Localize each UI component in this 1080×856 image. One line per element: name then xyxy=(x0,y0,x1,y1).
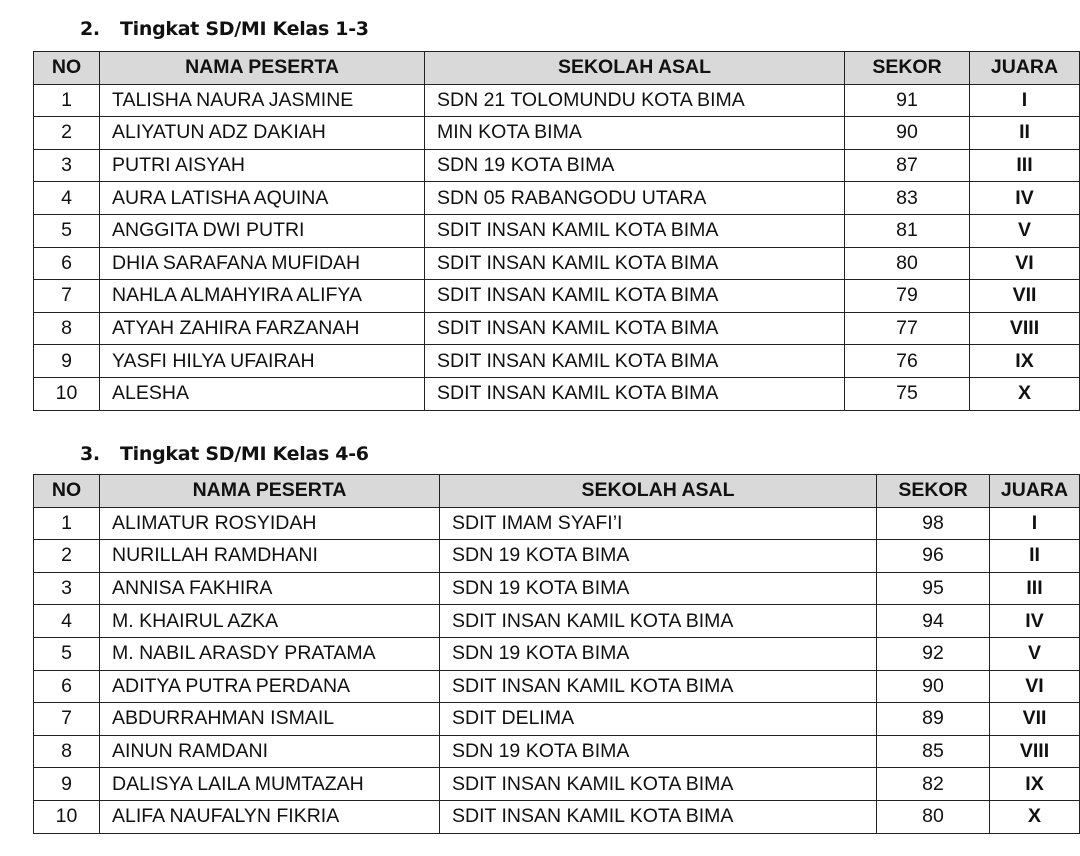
cell-score: 75 xyxy=(845,377,970,410)
cell-name: NAHLA ALMAHYIRA ALIFYA xyxy=(100,280,425,313)
cell-school: SDIT INSAN KAMIL KOTA BIMA xyxy=(440,768,877,801)
cell-school: SDIT INSAN KAMIL KOTA BIMA xyxy=(425,280,845,313)
cell-score: 87 xyxy=(845,149,970,182)
cell-rank: IV xyxy=(970,182,1080,215)
header-no: NO xyxy=(34,52,100,85)
cell-name: M. KHAIRUL AZKA xyxy=(100,605,440,638)
cell-name: ABDURRAHMAN ISMAIL xyxy=(100,703,440,736)
cell-no: 2 xyxy=(34,117,100,150)
table-row xyxy=(34,312,1080,345)
cell-rank: IX xyxy=(990,768,1080,801)
cell-rank: II xyxy=(970,117,1080,150)
cell-name: ANGGITA DWI PUTRI xyxy=(100,214,425,247)
cell-no: 1 xyxy=(34,507,100,540)
table-row xyxy=(34,637,1080,670)
table-row xyxy=(34,377,1080,410)
cell-school: SDN 05 RABANGODU UTARA xyxy=(425,182,845,215)
cell-score: 76 xyxy=(845,345,970,378)
cell-school: SDN 19 KOTA BIMA xyxy=(440,735,877,768)
cell-name: DALISYA LAILA MUMTAZAH xyxy=(100,768,440,801)
cell-no: 6 xyxy=(34,247,100,280)
cell-rank: VII xyxy=(970,280,1080,313)
cell-score: 79 xyxy=(845,280,970,313)
table-row xyxy=(34,605,1080,638)
header-no: NO xyxy=(34,475,100,508)
cell-school: SDIT INSAN KAMIL KOTA BIMA xyxy=(440,605,877,638)
table-row xyxy=(34,670,1080,703)
cell-name: ADITYA PUTRA PERDANA xyxy=(100,670,440,703)
cell-name: TALISHA NAURA JASMINE xyxy=(100,84,425,117)
cell-rank: I xyxy=(970,84,1080,117)
cell-rank: IX xyxy=(970,345,1080,378)
cell-rank: VI xyxy=(970,247,1080,280)
cell-no: 2 xyxy=(34,540,100,573)
table-row xyxy=(34,182,1080,215)
cell-school: MIN KOTA BIMA xyxy=(425,117,845,150)
header-name: NAMA PESERTA xyxy=(100,475,440,508)
header-score: SEKOR xyxy=(877,475,990,508)
cell-no: 10 xyxy=(34,377,100,410)
cell-no: 3 xyxy=(34,149,100,182)
cell-rank: V xyxy=(970,214,1080,247)
cell-rank: III xyxy=(970,149,1080,182)
cell-school: SDIT INSAN KAMIL KOTA BIMA xyxy=(425,214,845,247)
table-row xyxy=(34,800,1080,833)
cell-rank: VI xyxy=(990,670,1080,703)
cell-score: 89 xyxy=(877,703,990,736)
cell-name: ALIMATUR ROSYIDAH xyxy=(100,507,440,540)
cell-score: 98 xyxy=(877,507,990,540)
results-table-kelas-4-6 xyxy=(33,474,1080,834)
cell-score: 90 xyxy=(845,117,970,150)
cell-rank: V xyxy=(990,637,1080,670)
table-row xyxy=(34,768,1080,801)
cell-no: 9 xyxy=(34,345,100,378)
header-rank: JUARA xyxy=(990,475,1080,508)
table-row xyxy=(34,84,1080,117)
cell-name: DHIA SARAFANA MUFIDAH xyxy=(100,247,425,280)
cell-no: 8 xyxy=(34,735,100,768)
cell-no: 1 xyxy=(34,84,100,117)
cell-rank: VIII xyxy=(990,735,1080,768)
cell-score: 83 xyxy=(845,182,970,215)
cell-score: 95 xyxy=(877,572,990,605)
cell-no: 7 xyxy=(34,703,100,736)
cell-rank: VIII xyxy=(970,312,1080,345)
cell-score: 96 xyxy=(877,540,990,573)
table-row xyxy=(34,345,1080,378)
section-number: 2. xyxy=(80,18,100,40)
cell-no: 5 xyxy=(34,637,100,670)
cell-school: SDN 19 KOTA BIMA xyxy=(440,540,877,573)
cell-rank: II xyxy=(990,540,1080,573)
table-header-row xyxy=(34,52,1080,85)
cell-school: SDIT DELIMA xyxy=(440,703,877,736)
cell-score: 92 xyxy=(877,637,990,670)
cell-name: ALESHA xyxy=(100,377,425,410)
cell-no: 3 xyxy=(34,572,100,605)
table-row xyxy=(34,247,1080,280)
cell-school: SDIT IMAM SYAFI’I xyxy=(440,507,877,540)
table-row xyxy=(34,149,1080,182)
table-row xyxy=(34,572,1080,605)
section-title-kelas-1-3 xyxy=(80,18,369,40)
cell-rank: X xyxy=(970,377,1080,410)
table-row xyxy=(34,117,1080,150)
cell-rank: X xyxy=(990,800,1080,833)
header-rank: JUARA xyxy=(970,52,1080,85)
cell-score: 85 xyxy=(877,735,990,768)
results-table-kelas-1-3 xyxy=(33,51,1080,411)
cell-rank: VII xyxy=(990,703,1080,736)
section-number: 3. xyxy=(80,443,100,465)
cell-school: SDIT INSAN KAMIL KOTA BIMA xyxy=(425,247,845,280)
cell-school: SDIT INSAN KAMIL KOTA BIMA xyxy=(425,345,845,378)
header-name: NAMA PESERTA xyxy=(100,52,425,85)
cell-name: YASFI HILYA UFAIRAH xyxy=(100,345,425,378)
table-header-row xyxy=(34,475,1080,508)
cell-name: M. NABIL ARASDY PRATAMA xyxy=(100,637,440,670)
header-school: SEKOLAH ASAL xyxy=(425,52,845,85)
cell-school: SDIT INSAN KAMIL KOTA BIMA xyxy=(425,377,845,410)
table-row xyxy=(34,703,1080,736)
cell-school: SDN 19 KOTA BIMA xyxy=(440,572,877,605)
table-row xyxy=(34,214,1080,247)
cell-score: 80 xyxy=(877,800,990,833)
section-title-text: Tingkat SD/MI Kelas 1-3 xyxy=(120,18,369,40)
cell-school: SDN 19 KOTA BIMA xyxy=(425,149,845,182)
cell-no: 4 xyxy=(34,605,100,638)
cell-score: 90 xyxy=(877,670,990,703)
cell-no: 6 xyxy=(34,670,100,703)
cell-no: 9 xyxy=(34,768,100,801)
cell-rank: I xyxy=(990,507,1080,540)
table-row xyxy=(34,507,1080,540)
cell-rank: III xyxy=(990,572,1080,605)
cell-name: ALIYATUN ADZ DAKIAH xyxy=(100,117,425,150)
cell-name: ALIFA NAUFALYN FIKRIA xyxy=(100,800,440,833)
cell-name: NURILLAH RAMDHANI xyxy=(100,540,440,573)
cell-score: 82 xyxy=(877,768,990,801)
cell-no: 4 xyxy=(34,182,100,215)
cell-school: SDN 21 TOLOMUNDU KOTA BIMA xyxy=(425,84,845,117)
cell-name: AINUN RAMDANI xyxy=(100,735,440,768)
section-title-text: Tingkat SD/MI Kelas 4-6 xyxy=(120,443,369,465)
cell-no: 10 xyxy=(34,800,100,833)
header-school: SEKOLAH ASAL xyxy=(440,475,877,508)
cell-school: SDN 19 KOTA BIMA xyxy=(440,637,877,670)
cell-score: 80 xyxy=(845,247,970,280)
cell-school: SDIT INSAN KAMIL KOTA BIMA xyxy=(440,670,877,703)
table-row xyxy=(34,735,1080,768)
table-row xyxy=(34,280,1080,313)
cell-score: 91 xyxy=(845,84,970,117)
cell-school: SDIT INSAN KAMIL KOTA BIMA xyxy=(440,800,877,833)
cell-score: 81 xyxy=(845,214,970,247)
section-title-kelas-4-6 xyxy=(80,443,369,465)
table-row xyxy=(34,540,1080,573)
cell-school: SDIT INSAN KAMIL KOTA BIMA xyxy=(425,312,845,345)
cell-name: ATYAH ZAHIRA FARZANAH xyxy=(100,312,425,345)
cell-name: AURA LATISHA AQUINA xyxy=(100,182,425,215)
cell-name: PUTRI AISYAH xyxy=(100,149,425,182)
cell-score: 77 xyxy=(845,312,970,345)
cell-no: 8 xyxy=(34,312,100,345)
cell-score: 94 xyxy=(877,605,990,638)
header-score: SEKOR xyxy=(845,52,970,85)
cell-rank: IV xyxy=(990,605,1080,638)
cell-no: 7 xyxy=(34,280,100,313)
cell-name: ANNISA FAKHIRA xyxy=(100,572,440,605)
cell-no: 5 xyxy=(34,214,100,247)
